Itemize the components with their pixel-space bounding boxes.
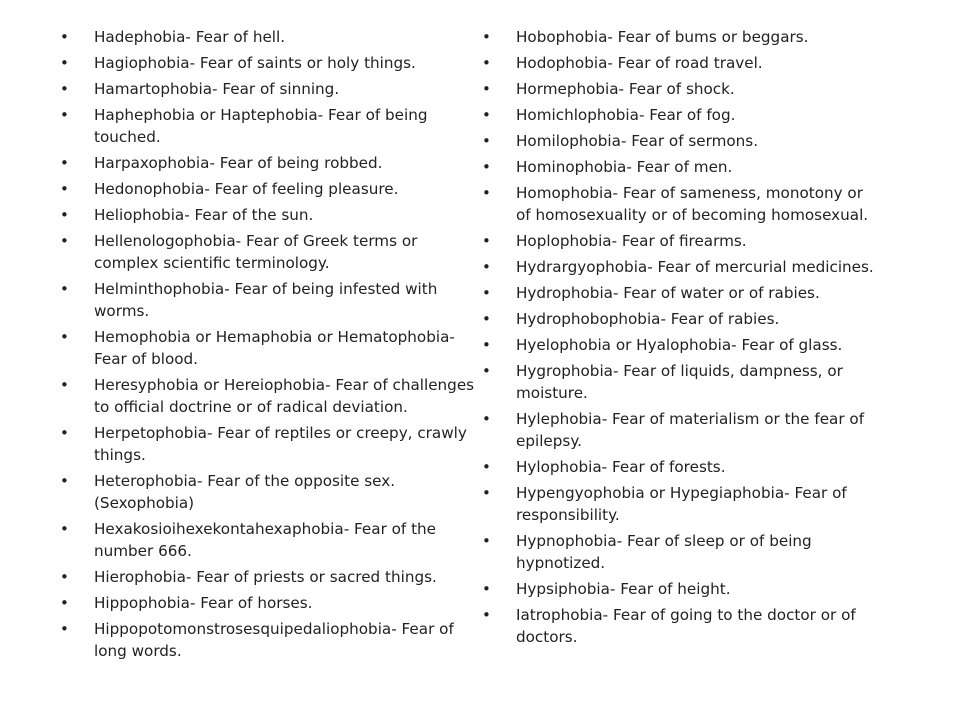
list-item-text: Hypengyophobia or Hypegiaphobia- Fear of responsibility.: [516, 484, 847, 524]
list-item: [60, 422, 480, 466]
list-item: [60, 566, 480, 588]
bullet-icon: •: [60, 180, 69, 198]
list-item: [60, 326, 480, 370]
list-item-text: Hippophobia- Fear of horses.: [94, 594, 313, 612]
bullet-icon: •: [482, 458, 491, 476]
list-item: [60, 178, 480, 200]
list-item: [482, 182, 882, 226]
bullet-icon: •: [482, 484, 491, 502]
list-item-text: Iatrophobia- Fear of going to the doctor or of doctors.: [516, 606, 856, 646]
bullet-icon: •: [60, 424, 69, 442]
list-item-text: Hierophobia- Fear of priests or sacred things.: [94, 568, 437, 586]
list-item-text: Harpaxophobia- Fear of being robbed.: [94, 154, 383, 172]
list-item-text: Hyelophobia or Hyalophobia- Fear of glass.: [516, 336, 843, 354]
list-item-text: Hoplophobia- Fear of firearms.: [516, 232, 747, 250]
list-item-text: Hadephobia- Fear of hell.: [94, 28, 286, 46]
list-item-text: Heterophobia- Fear of the opposite sex. (Sexophobia): [94, 472, 396, 512]
list-item: [482, 482, 882, 526]
list-item-text: Heresyphobia or Hereiophobia- Fear of challenges to official doctrine or of radical deviation.: [94, 376, 475, 416]
bullet-icon: •: [60, 154, 69, 172]
list-item-text: Hedonophobia- Fear of feeling pleasure.: [94, 180, 399, 198]
bullet-icon: •: [482, 184, 491, 202]
list-item: [60, 618, 480, 662]
list-item: [60, 152, 480, 174]
list-item-text: Hydrophobophobia- Fear of rabies.: [516, 310, 780, 328]
right-phobia-list: [482, 26, 882, 652]
bullet-icon: •: [482, 28, 491, 46]
bullet-icon: •: [482, 310, 491, 328]
list-item: [482, 308, 882, 330]
bullet-icon: •: [60, 620, 69, 638]
list-item-text: Hagiophobia- Fear of saints or holy things.: [94, 54, 416, 72]
list-item: [482, 604, 882, 648]
bullet-icon: •: [482, 54, 491, 72]
bullet-icon: •: [60, 376, 69, 394]
bullet-icon: •: [482, 232, 491, 250]
list-item: [482, 52, 882, 74]
list-item-text: Homichlophobia- Fear of fog.: [516, 106, 736, 124]
list-item: [482, 26, 882, 48]
list-item-text: Helminthophobia- Fear of being infested with worms.: [94, 280, 438, 320]
bullet-icon: •: [482, 336, 491, 354]
bullet-icon: •: [60, 594, 69, 612]
bullet-icon: •: [60, 54, 69, 72]
list-item: [482, 578, 882, 600]
list-item-text: Hexakosioihexekontahexaphobia- Fear of the number 666.: [94, 520, 437, 560]
bullet-icon: •: [482, 284, 491, 302]
list-item: [482, 530, 882, 574]
list-item: [482, 104, 882, 126]
list-item-text: Hodophobia- Fear of road travel.: [516, 54, 763, 72]
bullet-icon: •: [60, 280, 69, 298]
list-item-text: Hydrophobia- Fear of water or of rabies.: [516, 284, 820, 302]
list-item: [482, 78, 882, 100]
list-item: [60, 204, 480, 226]
list-item-text: Hygrophobia- Fear of liquids, dampness, or moisture.: [516, 362, 843, 402]
bullet-icon: •: [60, 80, 69, 98]
bullet-icon: •: [482, 158, 491, 176]
list-item: [482, 282, 882, 304]
bullet-icon: •: [482, 532, 491, 550]
bullet-icon: •: [60, 568, 69, 586]
bullet-icon: •: [60, 328, 69, 346]
list-item: [60, 592, 480, 614]
list-item: [482, 360, 882, 404]
bullet-icon: •: [60, 28, 69, 46]
list-item: [60, 78, 480, 100]
list-item: [60, 518, 480, 562]
bullet-icon: •: [60, 472, 69, 490]
bullet-icon: •: [482, 362, 491, 380]
bullet-icon: •: [482, 410, 491, 428]
list-item: [60, 230, 480, 274]
bullet-icon: •: [482, 132, 491, 150]
list-item-text: Homophobia- Fear of sameness, monotony or of homosexuality or of becoming homosexual.: [516, 184, 869, 224]
bullet-icon: •: [60, 206, 69, 224]
list-item-text: Hypsiphobia- Fear of height.: [516, 580, 731, 598]
list-item: [482, 456, 882, 478]
list-item-text: Hobophobia- Fear of bums or beggars.: [516, 28, 809, 46]
list-item: [60, 470, 480, 514]
bullet-icon: •: [482, 580, 491, 598]
list-item: [60, 52, 480, 74]
list-item: [60, 278, 480, 322]
list-item-text: Herpetophobia- Fear of reptiles or creepy, crawly things.: [94, 424, 467, 464]
list-item-text: Hylophobia- Fear of forests.: [516, 458, 726, 476]
list-item-text: Hormephobia- Fear of shock.: [516, 80, 735, 98]
list-item: [60, 26, 480, 48]
list-item-text: Hydrargyophobia- Fear of mercurial medicines.: [516, 258, 874, 276]
bullet-icon: •: [482, 80, 491, 98]
list-item-text: Hamartophobia- Fear of sinning.: [94, 80, 340, 98]
list-item: [482, 334, 882, 356]
list-item: [482, 230, 882, 252]
bullet-icon: •: [60, 106, 69, 124]
list-item-text: Hemophobia or Hemaphobia or Hematophobia- Fear of blood.: [94, 328, 455, 368]
list-item-text: Heliophobia- Fear of the sun.: [94, 206, 314, 224]
list-item: [482, 256, 882, 278]
list-item-text: Homilophobia- Fear of sermons.: [516, 132, 759, 150]
list-item-text: Hippopotomonstrosesquipedaliophobia- Fear of long words.: [94, 620, 454, 660]
list-item-text: Hypnophobia- Fear of sleep or of being hypnotized.: [516, 532, 812, 572]
list-item: [482, 130, 882, 152]
list-item: [60, 104, 480, 148]
bullet-icon: •: [482, 606, 491, 624]
bullet-icon: •: [482, 106, 491, 124]
bullet-icon: •: [60, 232, 69, 250]
list-item-text: Hominophobia- Fear of men.: [516, 158, 733, 176]
list-item: [482, 156, 882, 178]
bullet-icon: •: [482, 258, 491, 276]
left-phobia-list: [60, 26, 480, 666]
list-item-text: Hellenologophobia- Fear of Greek terms or complex scientific terminology.: [94, 232, 418, 272]
list-item-text: Haphephobia or Haptephobia- Fear of being touched.: [94, 106, 428, 146]
bullet-icon: •: [60, 520, 69, 538]
list-item: [482, 408, 882, 452]
list-item: [60, 374, 480, 418]
list-item-text: Hylephobia- Fear of materialism or the fear of epilepsy.: [516, 410, 865, 450]
